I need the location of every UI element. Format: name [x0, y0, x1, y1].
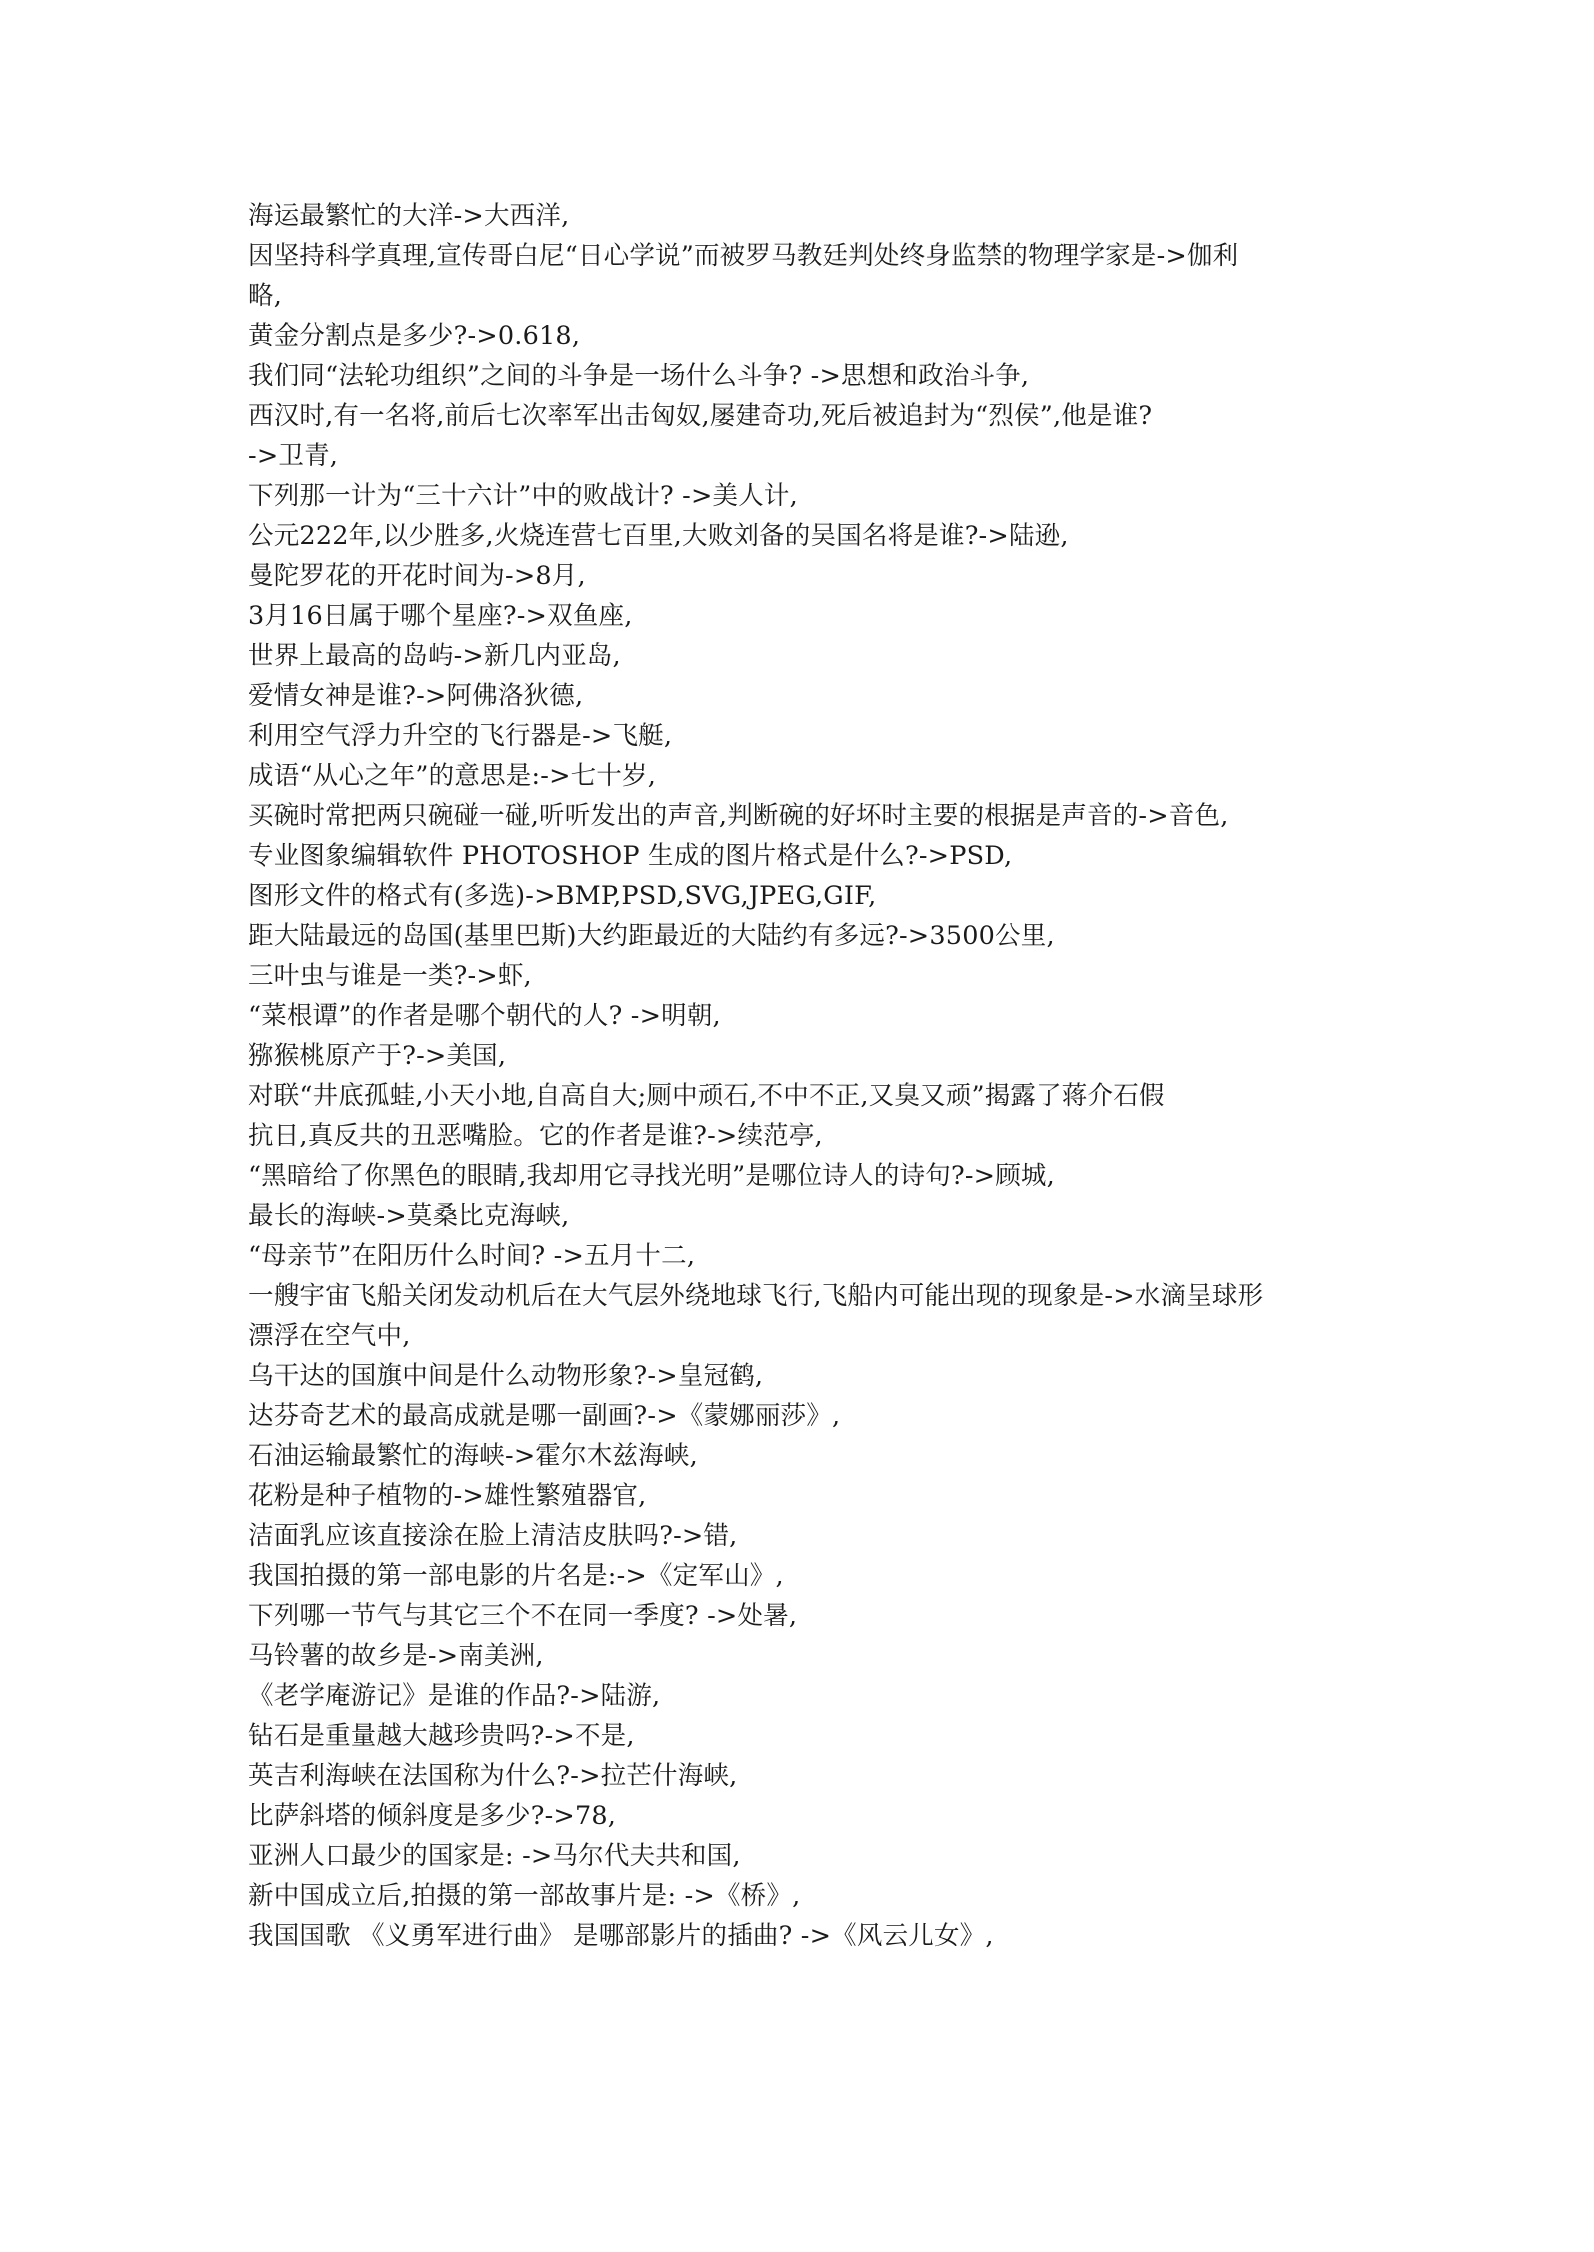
text-line: 对联“井底孤蛙,小天小地,自高自大;厕中顽石,不中不正,又臭又顽”揭露了蒋介石假 — [248, 1081, 1165, 1111]
text-line: 海运最繁忙的大洋->大西洋, — [248, 201, 570, 231]
text-line: 世界上最高的岛屿->新几内亚岛, — [248, 641, 621, 671]
text-line: 3月16日属于哪个星座?->双鱼座, — [248, 601, 633, 631]
text-line: 曼陀罗花的开花时间为->8月, — [248, 561, 586, 591]
text-line: 一艘宇宙飞船关闭发动机后在大气层外绕地球飞行,飞船内可能出现的现象是->水滴呈球形 — [248, 1281, 1264, 1311]
text-line: 我国拍摄的第一部电影的片名是:->《定军山》, — [248, 1561, 784, 1591]
text-line: 比萨斜塔的倾斜度是多少?->78, — [248, 1801, 617, 1831]
text-line: 略, — [248, 281, 283, 311]
text-line: 爱情女神是谁?->阿佛洛狄德, — [248, 681, 584, 711]
text-line: 马铃薯的故乡是->南美洲, — [248, 1641, 544, 1671]
text-line: 我国国歌 《义勇军进行曲》 是哪部影片的插曲? ->《风云儿女》, — [248, 1921, 994, 1951]
text-line: 公元222年,以少胜多,火烧连营七百里,大败刘备的吴国名将是谁?->陆逊, — [248, 521, 1069, 551]
text-line: “菜根谭”的作者是哪个朝代的人? ->明朝, — [248, 1001, 721, 1031]
text-line: 英吉利海峡在法国称为什么?->拉芒什海峡, — [248, 1761, 738, 1791]
document-body — [248, 196, 1368, 1956]
text-line: 下列那一计为“三十六计”中的败战计? ->美人计, — [248, 481, 798, 511]
text-line: 花粉是种子植物的->雄性繁殖器官, — [248, 1481, 647, 1511]
text-line: 亚洲人口最少的国家是: ->马尔代夫共和国, — [248, 1841, 741, 1871]
text-line: 我们同“法轮功组织”之间的斗争是一场什么斗争? ->思想和政治斗争, — [248, 361, 1030, 391]
text-line: 猕猴桃原产于?->美国, — [248, 1041, 507, 1071]
text-line: 西汉时,有一名将,前后七次率军出击匈奴,屡建奇功,死后被追封为“烈侯”,他是谁? — [248, 401, 1153, 431]
text-line: 距大陆最远的岛国(基里巴斯)大约距最近的大陆约有多远?->3500公里, — [248, 921, 1055, 951]
text-line: 利用空气浮力升空的飞行器是->飞艇, — [248, 721, 673, 751]
text-line: 买碗时常把两只碗碰一碰,听听发出的声音,判断碗的好坏时主要的根据是声音的->音色, — [248, 801, 1229, 831]
text-line: 最长的海峡->莫桑比克海峡, — [248, 1201, 570, 1231]
text-line: 下列哪一节气与其它三个不在同一季度? ->处暑, — [248, 1601, 798, 1631]
text-line: 专业图象编辑软件 PHOTOSHOP 生成的图片格式是什么?->PSD, — [248, 841, 1013, 871]
text-line: 乌干达的国旗中间是什么动物形象?->皇冠鹤, — [248, 1361, 764, 1391]
text-line: 漂浮在空气中, — [248, 1321, 411, 1351]
text-line: 黄金分割点是多少?->0.618, — [248, 321, 581, 351]
text-line: 三叶虫与谁是一类?->虾, — [248, 961, 532, 991]
text-line: 《老学庵游记》是谁的作品?->陆游, — [248, 1681, 661, 1711]
text-line: 石油运输最繁忙的海峡->霍尔木兹海峡, — [248, 1441, 698, 1471]
text-line: “黑暗给了你黑色的眼睛,我却用它寻找光明”是哪位诗人的诗句?->顾城, — [248, 1161, 1055, 1191]
text-line: 新中国成立后,拍摄的第一部故事片是: ->《桥》, — [248, 1881, 801, 1911]
text-line: 因坚持科学真理,宣传哥白尼“日心学说”而被罗马教廷判处终身监禁的物理学家是->伽利 — [248, 241, 1239, 271]
text-line: 成语“从心之年”的意思是:->七十岁, — [248, 761, 657, 791]
text-line: 洁面乳应该直接涂在脸上清洁皮肤吗?->错, — [248, 1521, 738, 1551]
text-line: ->卫青, — [248, 441, 339, 471]
text-line: 抗日,真反共的丑恶嘴脸。它的作者是谁?->续范亭, — [248, 1121, 823, 1151]
text-line: 达芬奇艺术的最高成就是哪一副画?->《蒙娜丽莎》, — [248, 1401, 841, 1431]
text-line: 钻石是重量越大越珍贵吗?->不是, — [248, 1721, 635, 1751]
text-line: 图形文件的格式有(多选)->BMP,PSD,SVG,JPEG,GIF, — [248, 881, 877, 911]
text-line: “母亲节”在阳历什么时间? ->五月十二, — [248, 1241, 696, 1271]
